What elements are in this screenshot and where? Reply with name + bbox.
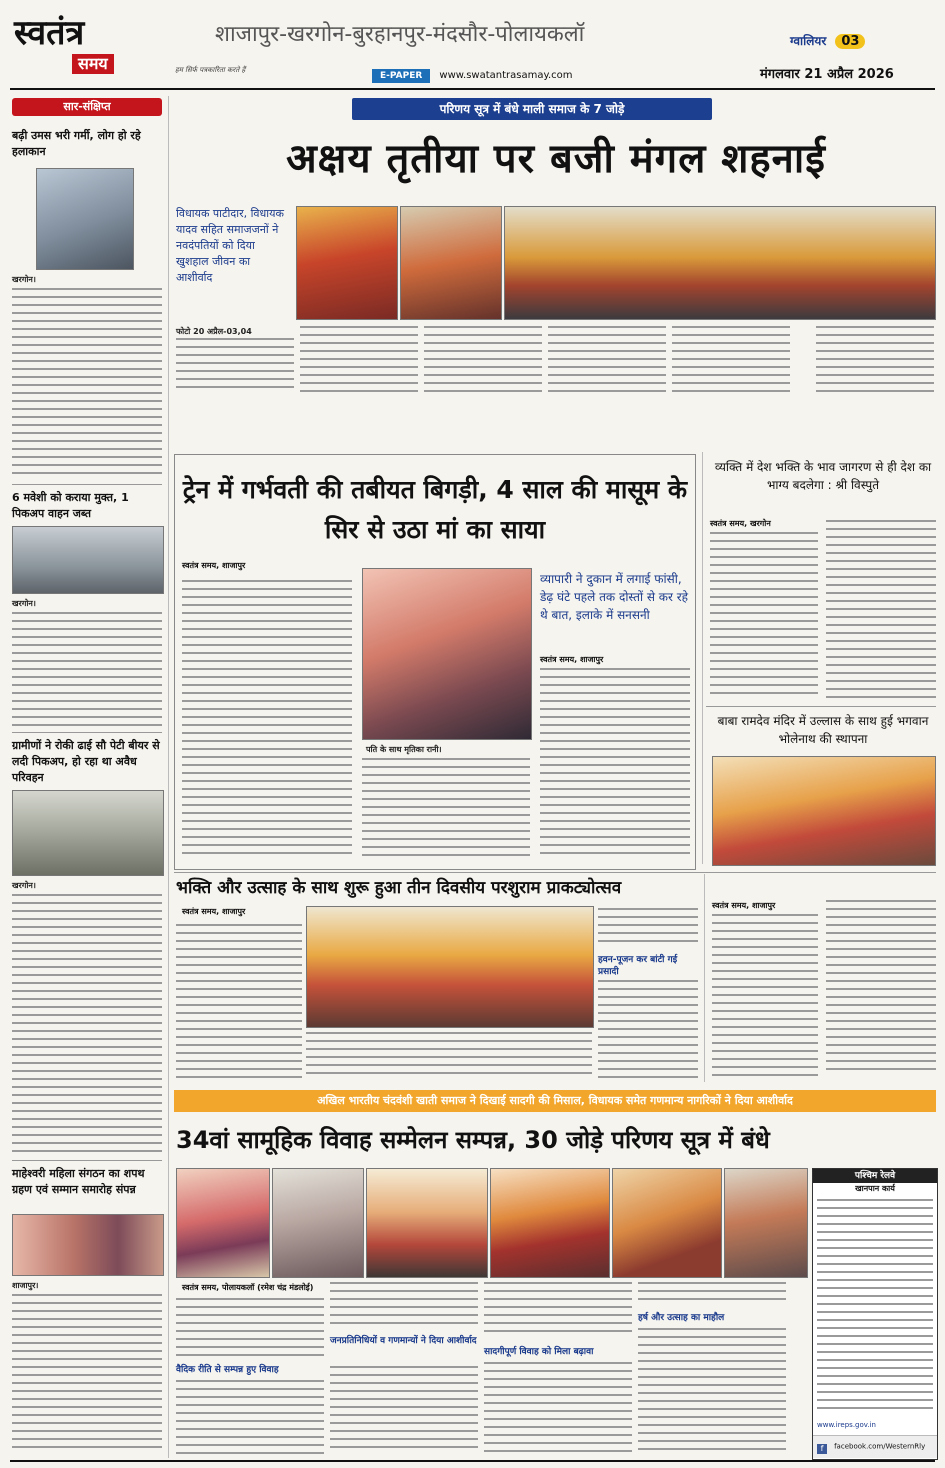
wedding-col-3 (484, 1282, 632, 1340)
parshuram-caption (306, 1032, 592, 1080)
wedding-col-1b (176, 1380, 324, 1458)
sidebar-section-label: सार-संक्षिप्त (12, 98, 162, 116)
brief-photo (36, 168, 134, 270)
brief-dateline: शाजापुर। (12, 1281, 39, 1290)
train-col-2 (362, 758, 530, 864)
wedding-col-4 (638, 1282, 786, 1306)
wedding-subhead-4: हर्ष और उत्साह का माहौल (638, 1313, 725, 1323)
wedding-subhead-3: सादगीपूर्ण विवाह को मिला बढ़ावा (484, 1347, 594, 1357)
page-number: 03 (835, 34, 865, 49)
trader-headline: व्यापारी ने दुकान में लगाई फांसी, डेढ़ घंटे पहले तक दोस्तों से कर रहे थे बात, इलाके में सनसनी (540, 572, 689, 622)
trader-body (540, 668, 690, 864)
brief-headline: माहेश्वरी महिला संगठन का शपथ ग्रहण एवं सम्मान समारोह संपन्न (12, 1167, 145, 1196)
wedding-photo-dignitaries (366, 1168, 488, 1278)
brief-body (12, 288, 162, 478)
lead-col-6 (816, 326, 934, 400)
issue-date: मंगलवार 21 अप्रैल 2026 (760, 67, 894, 82)
temple-col-2 (826, 900, 936, 1080)
right-col-1 (710, 532, 818, 702)
brief-divider (12, 484, 162, 485)
sidebar-divider (168, 96, 169, 1458)
temple-col-divider (704, 874, 705, 1082)
ad-website[interactable]: www.ireps.gov.in (817, 1421, 876, 1429)
right-col-2 (826, 520, 936, 702)
train-col-1 (182, 580, 352, 864)
right-divider (706, 706, 936, 707)
wedding-col-2 (330, 1282, 478, 1328)
parshuram-photo (306, 906, 594, 1028)
brief-body (12, 1294, 162, 1454)
lead-headline: अक्षय तृतीया पर बजी मंगल शहनाई (286, 136, 826, 182)
city-box (790, 30, 910, 52)
lead-photo-couples (296, 206, 398, 320)
wedding-photo-crowd (724, 1168, 808, 1278)
masthead-divider (10, 88, 935, 90)
ad-title: पश्चिम रेलवे (813, 1169, 937, 1183)
epaper-label: E-PAPER (372, 69, 430, 83)
lead-deck: विधायक पाटीदार, विधायक यादव सहित समाजजनों ने नवदंपतियों को दिया खुशहाल जीवन का आशीर्वाद (176, 207, 284, 284)
lead-kicker: परिणय सूत्र में बंधे माली समाज के 7 जोड़े (352, 98, 712, 120)
parshuram-subhead: हवन-पूजन कर बांटी गई प्रसादी (598, 955, 678, 977)
right-col-divider (702, 452, 703, 864)
brief-photo (12, 1214, 164, 1276)
wedding-headline: 34वां सामूहिक विवाह सम्मेलन सम्पन्न, 30 जोड़े परिणय सूत्र में बंधे (176, 1126, 770, 1154)
brief-body (12, 612, 162, 732)
masthead (0, 0, 945, 92)
parshuram-col-1 (176, 924, 302, 1080)
parshuram-headline: भक्ति और उत्साह के साथ शुरू हुआ तीन दिवसीय परशुराम प्राकट्योत्सव (176, 878, 622, 898)
page-bottom-rule (10, 1460, 935, 1462)
brief-dateline: खरगोन। (12, 881, 36, 890)
wedding-col-4b (638, 1328, 786, 1458)
temple-headline: बाबा रामदेव मंदिर में उल्लास के साथ हुई भगवान भोलेनाथ की स्थापना (717, 714, 929, 746)
right-headline: व्यक्ति में देश भक्ति के भाव जागरण से ही देश का भाग्य बदलेगा : श्री विस्पुते (714, 460, 932, 492)
brief-divider (12, 1160, 162, 1161)
parshuram-col-3 (598, 980, 698, 1080)
trader-byline: स्वतंत्र समय, शाजापुर (540, 655, 604, 664)
ad-subtitle: खानपान कार्य (855, 1184, 895, 1193)
train-photo-caption: पति के साथ मृतिका रानी। (366, 745, 442, 754)
brief-dateline: खरगोन। (12, 275, 36, 284)
edition-regions: शाजापुर-खरगोन-बुरहानपुर-मंदसौर-पोलायकलॉ (215, 22, 585, 47)
lead-col-1 (176, 338, 294, 400)
wedding-col-1 (176, 1298, 324, 1360)
ad-footer-handle[interactable]: facebook.com/WesternRly (834, 1442, 926, 1451)
lead-dateline: फोटो 20 अप्रैल-03,04 (176, 327, 252, 336)
wedding-col-2b (330, 1366, 478, 1458)
ad-footer (813, 1435, 937, 1458)
right-byline: स्वतंत्र समय, खरगोन (710, 519, 771, 528)
wedding-photo-guests (272, 1168, 364, 1278)
logo-bottom: समय (72, 54, 114, 74)
lead-col-4 (548, 326, 666, 400)
website-link[interactable]: www.swatantrasamay.com (439, 70, 573, 81)
brief-headline: ग्रामीणों ने रोकी ढाई सौ पेटी बीयर से लदी पिकअप, हो रहा था अवैध परिवहन (12, 739, 160, 784)
temple-photo (712, 756, 936, 866)
train-photo (362, 568, 532, 740)
brief-divider (12, 732, 162, 733)
wedding-col-3b (484, 1362, 632, 1458)
train-headline: ट्रेन में गर्भवती की तबीयत बिगड़ी, 4 साल की मासूम के सिर से उठा मां का साया (182, 475, 688, 544)
wedding-byline: स्वतंत्र समय, पोलायकलॉ (रमेश चंद्र मंडलोई) (182, 1283, 314, 1292)
lead-col-2 (300, 326, 418, 400)
brief-photo (12, 526, 164, 594)
lead-photo-ceremony (400, 206, 502, 320)
city-name: ग्वालियर (790, 34, 827, 48)
brief-headline: बढ़ी उमस भरी गर्मी, लोग हो रहे हलाकान (12, 129, 141, 158)
train-byline: स्वतंत्र समय, शाजापुर (182, 561, 246, 570)
logo (14, 14, 164, 80)
brief-dateline: खरगोन। (12, 599, 36, 608)
brief-photo (12, 790, 164, 876)
section-divider (174, 872, 936, 873)
brief-headline: 6 मवेशी को कराया मुक्त, 1 पिकअप वाहन जब्त (12, 491, 129, 520)
wedding-photo-couples (490, 1168, 610, 1278)
tagline: हम सिर्फ पत्रकारिता करते हैं (175, 66, 246, 74)
lead-col-3 (424, 326, 542, 400)
temple-byline: स्वतंत्र समय, शाजापुर (712, 901, 776, 910)
brief-body (12, 894, 162, 1160)
railway-ad[interactable] (812, 1168, 938, 1460)
temple-col-1 (712, 914, 818, 1080)
wedding-kicker: अखिल भारतीय चंदवंशी खाती समाज ने दिखाई सादगी की मिसाल, विधायक समेत गणमान्य नागरिकों ने दिया आशीर्वाद (174, 1090, 936, 1112)
wedding-photo-stage (176, 1168, 270, 1278)
lead-photo-group (504, 206, 936, 320)
logo-top: स्वतंत्र (14, 13, 85, 53)
wedding-subhead-1: वैदिक रीति से सम्पन्न हुए विवाह (176, 1365, 279, 1375)
facebook-icon: f (817, 1444, 827, 1454)
lead-col-5 (672, 326, 790, 400)
wedding-subhead-2: जनप्रतिनिधियों व गणमान्यों ने दिया आशीर्वाद (330, 1336, 477, 1346)
ad-body (817, 1199, 933, 1415)
parshuram-col-2 (598, 908, 698, 952)
parshuram-byline: स्वतंत्र समय, शाजापुर (182, 907, 246, 916)
epaper-bar (372, 63, 732, 79)
wedding-photo-ritual (612, 1168, 722, 1278)
